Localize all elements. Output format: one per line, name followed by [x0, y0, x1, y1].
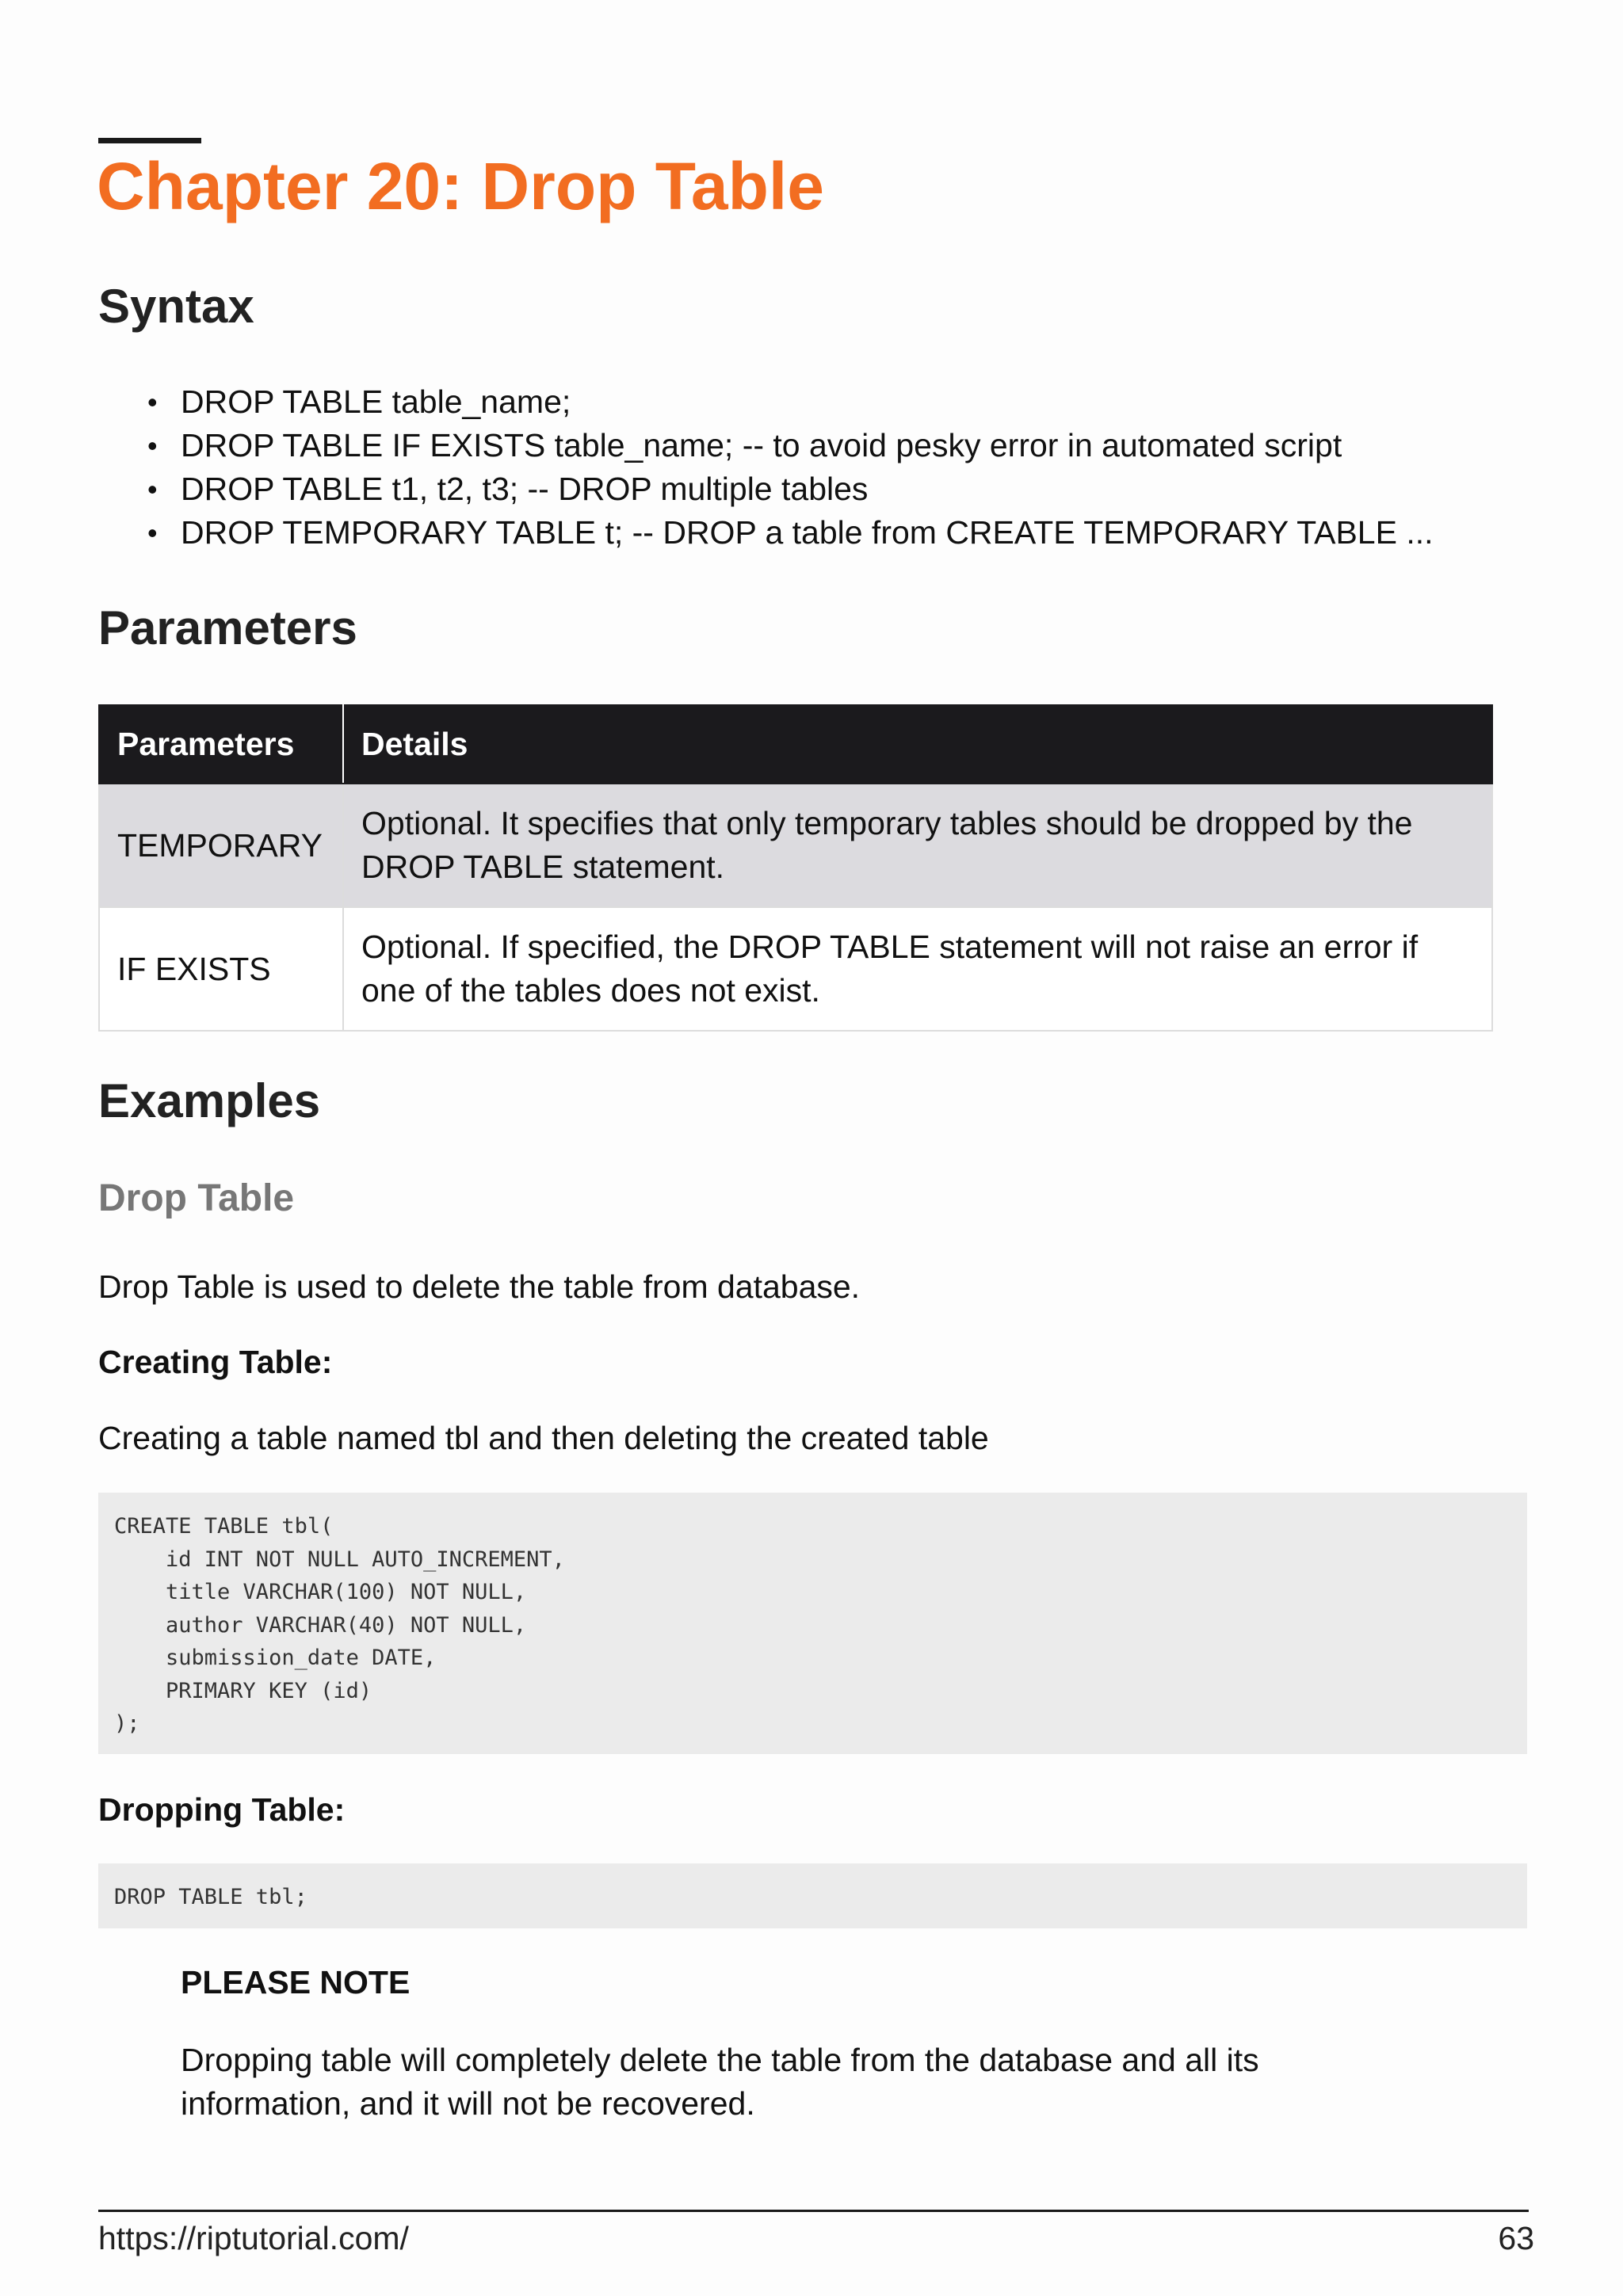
- param-details-line: one of the tables does not exist.: [361, 972, 820, 1009]
- table-header-details: Details: [343, 705, 1492, 784]
- param-name-cell: IF EXISTS: [99, 907, 343, 1031]
- drop-table-subheading: Drop Table: [98, 1177, 295, 1219]
- syntax-list: [98, 380, 1525, 555]
- syntax-item-text: DROP TABLE table_name;: [181, 383, 571, 420]
- table-row: [99, 784, 1492, 907]
- examples-heading: Examples: [98, 1074, 321, 1127]
- parameters-heading: Parameters: [98, 601, 357, 654]
- note-text: [181, 2039, 1369, 2126]
- syntax-item: [98, 380, 1525, 424]
- note-title: PLEASE NOTE: [181, 1964, 411, 2000]
- table-header-row: [99, 705, 1492, 784]
- syntax-item-text: DROP TABLE IF EXISTS table_name; -- to avoid pesky error in automated script: [181, 427, 1342, 463]
- parameters-table: [98, 704, 1493, 1032]
- bullet-icon: •: [147, 473, 158, 505]
- param-details-line: DROP TABLE statement.: [361, 849, 725, 885]
- syntax-item-text: DROP TABLE t1, t2, t3; -- DROP multiple tables: [181, 471, 869, 507]
- table-row: [99, 907, 1492, 1031]
- param-details-cell: [343, 784, 1492, 907]
- bullet-icon: •: [147, 386, 158, 418]
- intro-text: Drop Table is used to delete the table from database.: [98, 1268, 861, 1305]
- dropping-table-label: Dropping Table:: [98, 1791, 346, 1828]
- note-text-line: information, and it will not be recovered.: [181, 2085, 755, 2122]
- param-details-line: Optional. If specified, the DROP TABLE statement will not raise an error if: [361, 929, 1419, 965]
- param-name-cell: TEMPORARY: [99, 784, 343, 907]
- syntax-item-text: DROP TEMPORARY TABLE t; -- DROP a table from CREATE TEMPORARY TABLE ...: [181, 514, 1434, 551]
- param-details-line: Optional. It specifies that only temporary tables should be dropped by the: [361, 805, 1413, 841]
- footer-rule: [98, 2210, 1529, 2212]
- syntax-item: [98, 467, 1525, 511]
- page-number: 63: [1498, 2220, 1534, 2256]
- param-details-cell: [343, 907, 1492, 1031]
- syntax-item: [98, 424, 1525, 467]
- note-text-line: Dropping table will completely delete the table from the database and all its: [181, 2042, 1259, 2078]
- syntax-item: [98, 511, 1525, 555]
- footer-url-link[interactable]: https://riptutorial.com/: [98, 2220, 409, 2256]
- create-table-code-block[interactable]: CREATE TABLE tbl( id INT NOT NULL AUTO_INCREMENT, title VARCHAR(100) NOT NULL, author VARCHAR(40) NOT NULL, submission_date DATE, PRIMARY KEY (id) );: [98, 1493, 1527, 1754]
- bullet-icon: •: [147, 517, 158, 549]
- creating-table-text: Creating a table named tbl and then deleting the created table: [98, 1420, 989, 1456]
- table-header-parameters: Parameters: [99, 705, 343, 784]
- chapter-title: Chapter 20: Drop Table: [97, 149, 824, 223]
- creating-table-label: Creating Table:: [98, 1344, 333, 1380]
- drop-table-code-block[interactable]: DROP TABLE tbl;: [98, 1863, 1527, 1928]
- syntax-heading: Syntax: [98, 280, 254, 333]
- bullet-icon: •: [147, 429, 158, 462]
